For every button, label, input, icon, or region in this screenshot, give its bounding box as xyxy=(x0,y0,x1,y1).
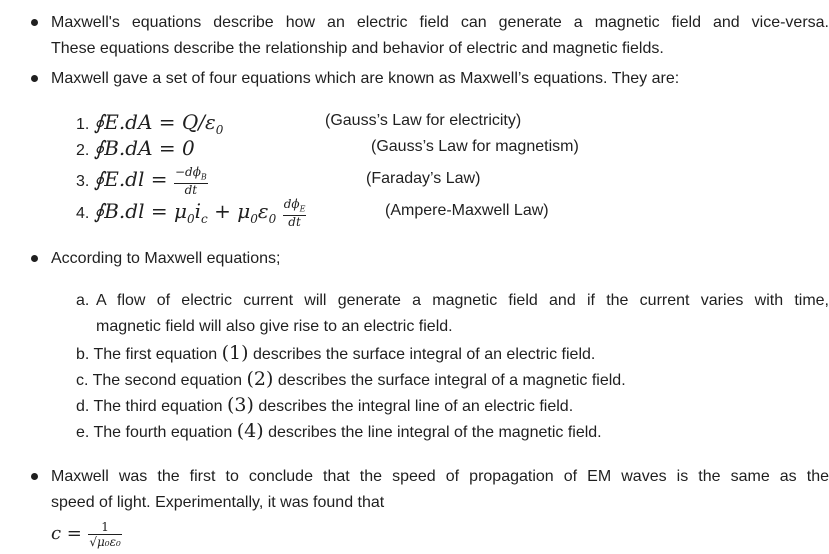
bullet-dot xyxy=(31,75,38,82)
paragraph-line: Maxwell gave a set of four equations which are known as Maxwell’s equations. They are: xyxy=(51,70,680,87)
list-item: b. The first equation (1) describes the surface integral of an electric field. xyxy=(76,342,596,364)
bullet-dot xyxy=(31,473,38,480)
bullet-dot xyxy=(31,255,38,262)
equation-number: 2. xyxy=(76,142,90,159)
equation-number: 1. xyxy=(76,116,90,133)
list-item: e. The fourth equation (4) describes the line integral of the magnetic field. xyxy=(76,420,602,442)
list-item: c. The second equation (2) describes the surface integral of a magnetic field. xyxy=(76,368,626,390)
list-item: d. The third equation (3) describes the integral line of an electric field. xyxy=(76,394,574,416)
equation-1 xyxy=(76,108,223,136)
speed-of-light-formula: c = $\frac{1}{\text{√μ₀ε₀}}$ xyxy=(51,520,121,550)
equation-formula: ∮B.dl = $\mu_0i_c + \mu_0\varepsilon_0$ xyxy=(93,199,277,226)
paragraph-line: According to Maxwell equations; xyxy=(51,250,281,267)
list-item-line: magnetic field will also give rise to an electric field. xyxy=(96,318,453,335)
list-letter: a. xyxy=(76,292,90,309)
equation-label: (Faraday’s Law) xyxy=(366,170,481,187)
equation-label: (Ampere-Maxwell Law) xyxy=(385,202,549,219)
fraction: $\frac{-d\phi_B}{dt}$ xyxy=(174,165,207,198)
paragraph-line: Maxwell was the first to conclude that the speed of propagation of EM waves is the same as the xyxy=(51,468,829,485)
list-item-line: A flow of electric current will generate a magnetic field and if the current varies with time, xyxy=(96,292,829,309)
fraction: $\frac{d\phi_E}{dt}$ xyxy=(283,197,306,230)
equation-number: 3. xyxy=(76,173,90,190)
equation-formula: ∮E.dA = $Q/\varepsilon_0$ xyxy=(93,110,224,137)
equation-2 xyxy=(76,134,195,162)
bullet-dot xyxy=(31,19,38,26)
paragraph-line: These equations describe the relationship and behavior of electric and magnetic fields. xyxy=(51,40,664,57)
equation-formula: ∮B.dA = 0 xyxy=(93,136,195,160)
equation-label: (Gauss’s Law for electricity) xyxy=(325,112,522,129)
equation-label: (Gauss’s Law for magnetism) xyxy=(371,138,579,155)
fraction: $\frac{1}{\text{√μ₀ε₀}}$ xyxy=(89,520,121,550)
equation-formula: ∮E.dl = xyxy=(93,167,168,191)
equation-4 xyxy=(76,194,308,228)
paragraph-line: speed of light. Experimentally, it was found that xyxy=(51,494,385,511)
paragraph-line: Maxwell's equations describe how an electric field can generate a magnetic field and vice-versa. xyxy=(51,14,829,31)
equation-number: 4. xyxy=(76,205,90,222)
equation-3 xyxy=(76,163,210,198)
